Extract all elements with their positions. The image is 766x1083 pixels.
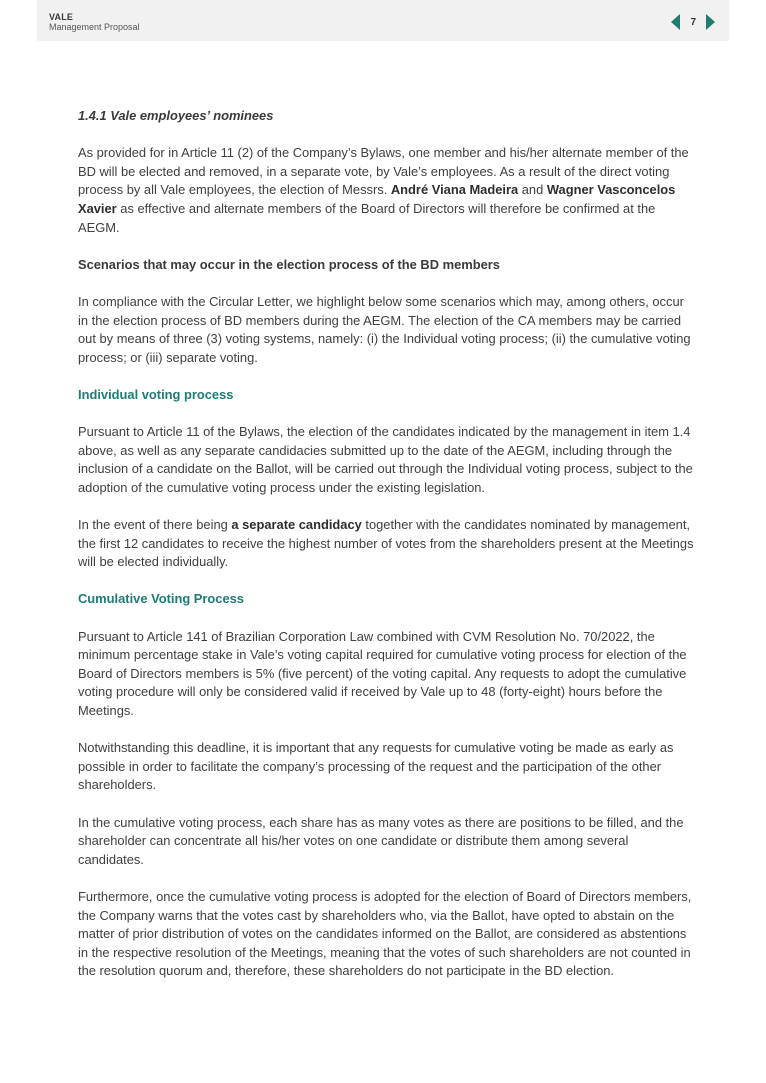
nominee-name-effective: André Viana Madeira bbox=[390, 182, 519, 198]
next-page-icon[interactable] bbox=[706, 14, 715, 30]
paragraph-votes-per-share: In the cumulative voting process, each share has as many votes as there are positions to be filled, and the shareholder can concentrate all his/her votes on one candidate or distribute them among several candidates. bbox=[78, 814, 684, 867]
document-subtitle: Management Proposal bbox=[49, 22, 140, 32]
page-number: 7 bbox=[690, 16, 696, 28]
separate-candidacy-emphasis: a separate candidacy bbox=[231, 517, 362, 533]
brand-name: VALE bbox=[49, 12, 74, 22]
nominee-name-alternate: Wagner Vasconcelos Xavier bbox=[78, 182, 676, 216]
brand-block bbox=[49, 12, 140, 33]
scenarios-heading: Scenarios that may occur in the election process of the BD members bbox=[78, 256, 500, 272]
cumulative-voting-heading: Cumulative Voting Process bbox=[78, 591, 244, 607]
paragraph-separate-candidacy: In the event of there being a separate candidacy together with the candidates nominated by management, the first 12 candidates to receive the highest number of votes from the shareholders present at the Meetings will be elected individually. bbox=[78, 517, 694, 570]
page-navigation bbox=[671, 14, 715, 30]
page-header bbox=[37, 0, 729, 41]
individual-voting-heading: Individual voting process bbox=[78, 386, 234, 402]
paragraph-employees-nominees: As provided for in Article 11 (2) of the Company’s Bylaws, one member and his/her alternate member of the BD will be elected and removed, in a separate vote, by Vale’s employees. As a result of the direct voting process by all Vale employees, the election of Messrs. André Viana Madeira and Wagner Vasconcelos Xavier as effective and alternate members of the Board of Directors will therefore be confirmed at the AEGM. bbox=[78, 145, 689, 235]
paragraph-deadline: Notwithstanding this deadline, it is important that any requests for cumulative voting be made as early as possible in order to facilitate the company’s processing of the request and the participation of the other shareholders. bbox=[78, 740, 674, 793]
document-body bbox=[78, 107, 694, 1000]
paragraph-cumulative-threshold: Pursuant to Article 141 of Brazilian Corporation Law combined with CVM Resolution No. 70/2022, the minimum percentage stake in Vale’s voting capital required for cumulative voting process for election of the Board of Directors members is 5% (five percent) of the voting capital. Any requests to adopt the cumulative voting procedure will only be considered valid if received by Vale up to 48 (forty-eight) hours before the Meetings. bbox=[78, 628, 687, 718]
section-heading: 1.4.1 Vale employees’ nominees bbox=[78, 108, 274, 123]
previous-page-icon[interactable] bbox=[671, 14, 680, 30]
paragraph-abstentions: Furthermore, once the cumulative voting process is adopted for the election of Board of Directors members, the Company warns that the votes cast by shareholders who, via the Ballot, have opted to abstain on the matter of prior distribution of votes on the candidates informed on the Ballot, are considered as abstentions in the respective resolution of the Meetings, meaning that the votes of such shareholders are not counted in the resolution quorum and, therefore, these shareholders do not participate in the BD election. bbox=[78, 888, 692, 979]
paragraph-individual-voting: Pursuant to Article 11 of the Bylaws, the election of the candidates indicated by the management in item 1.4 above, as well as any separate candidacies submitted up to the date of the AEGM, including through the inclusion of a candidate on the Ballot, will be carried out through the Individual voting process, subject to the adoption of the cumulative voting process under the existing legislation. bbox=[78, 424, 693, 495]
paragraph-scenarios: In compliance with the Circular Letter, we highlight below some scenarios which may, among others, occur in the election process of BD members during the AEGM. The election of the CA members may be carried out by means of three (3) voting systems, namely: (i) the Individual voting process; (ii) the cumulative voting process; or (iii) separate voting. bbox=[78, 293, 691, 365]
